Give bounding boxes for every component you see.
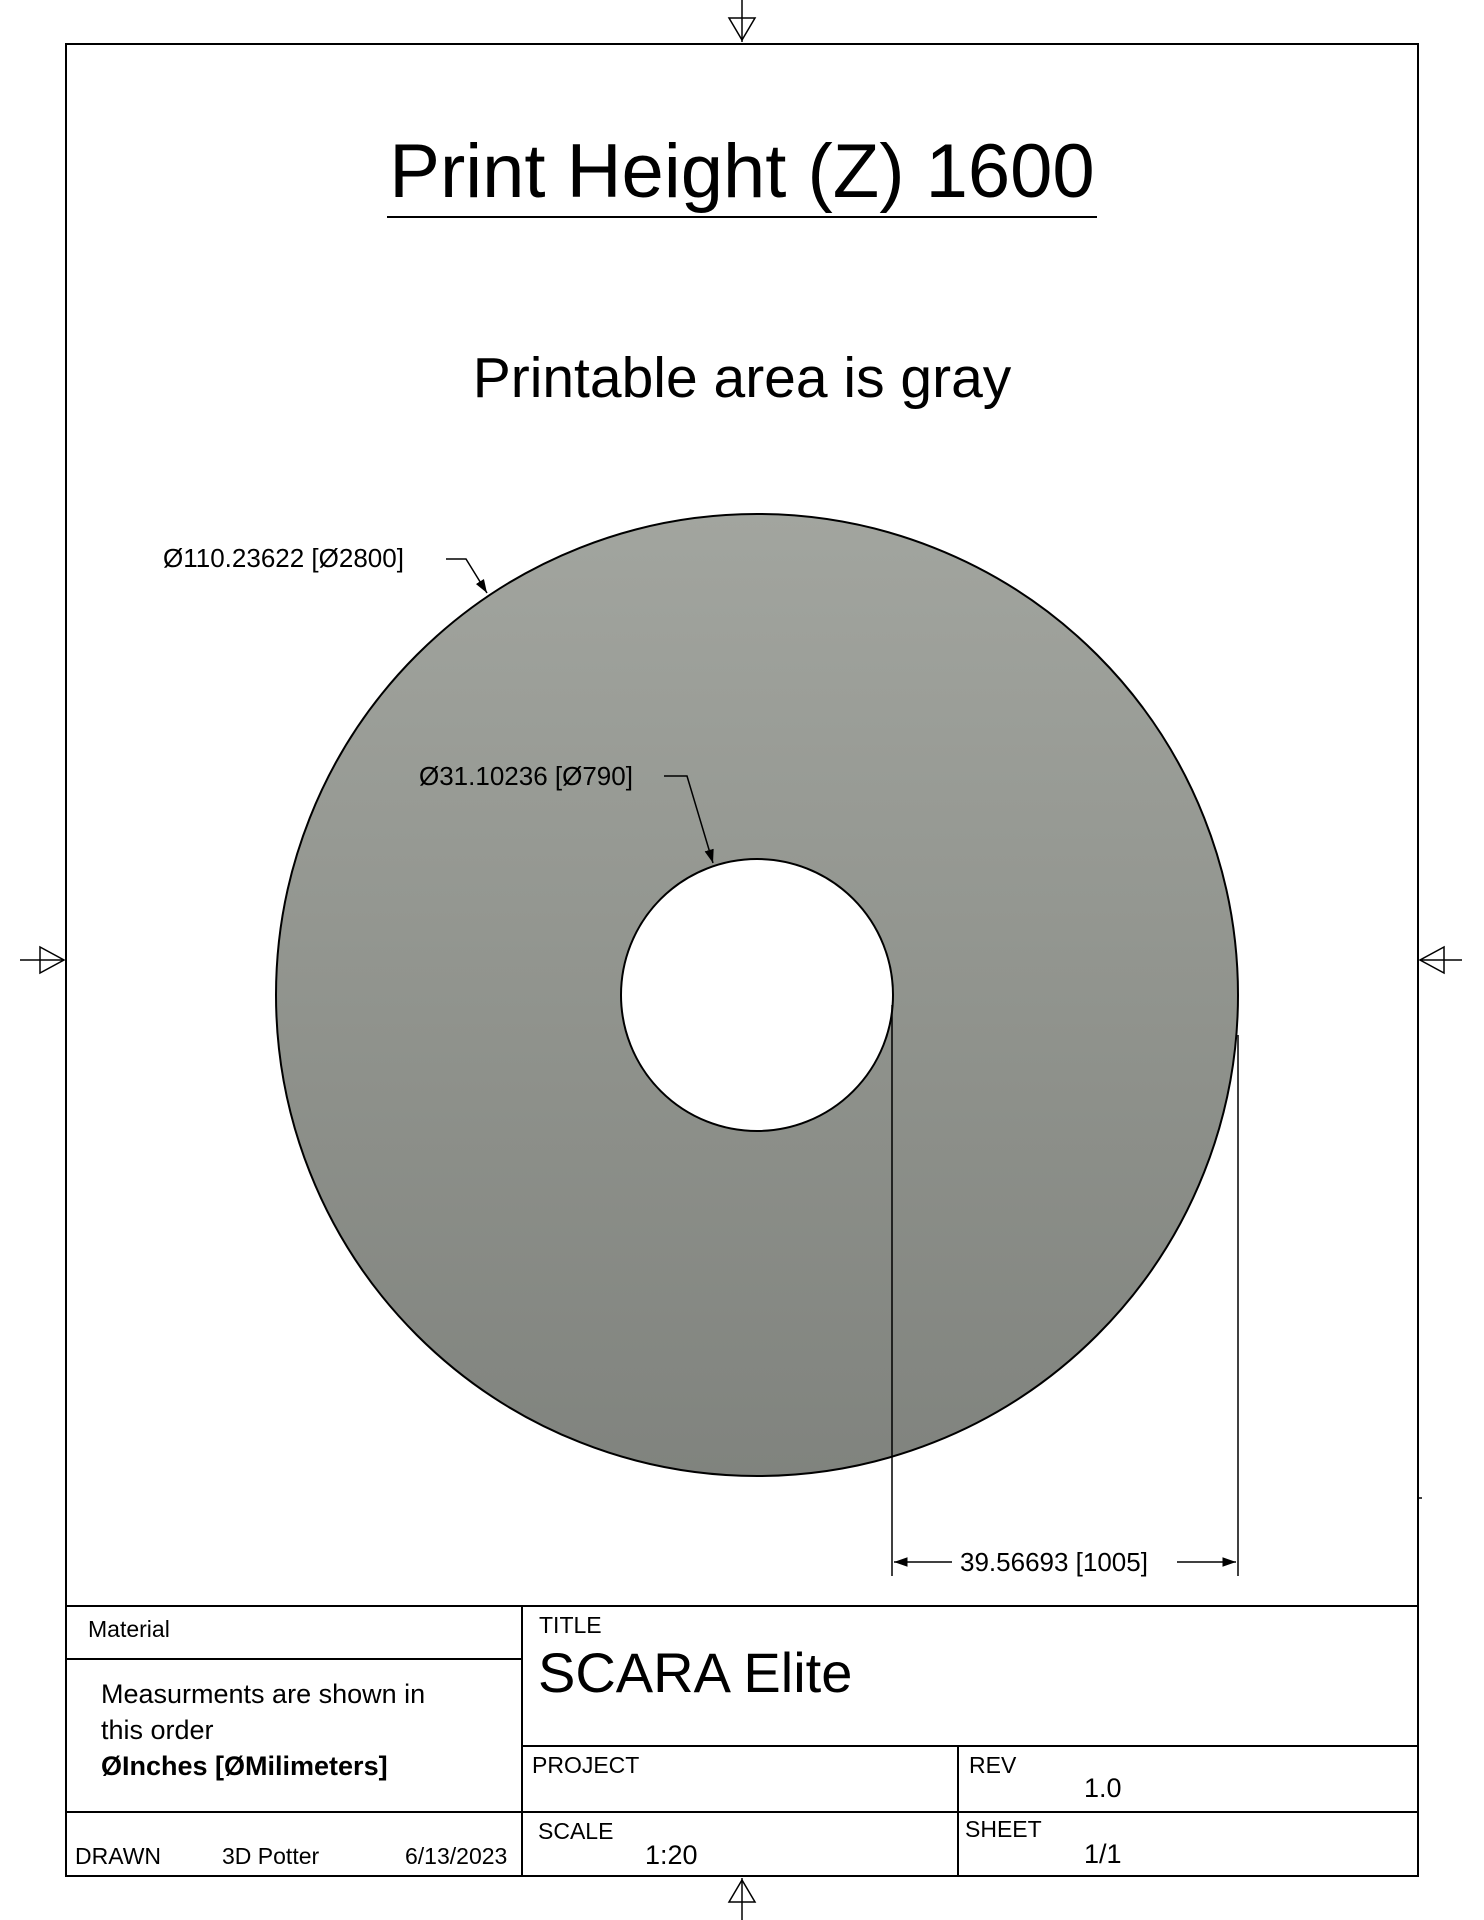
material-label: Material — [88, 1616, 170, 1642]
centering-mark-right — [1420, 947, 1462, 973]
drawn-by: 3D Potter — [222, 1843, 320, 1869]
outer-diameter-leader — [446, 559, 487, 593]
centering-mark-bottom — [729, 1878, 755, 1920]
centering-mark-top — [729, 0, 755, 42]
sheet-label: SHEET — [965, 1816, 1042, 1842]
notes-line-3 — [101, 1748, 501, 1784]
rev-label: REV — [969, 1752, 1017, 1778]
rev-value: 1.0 — [1084, 1773, 1122, 1803]
measurement-notes — [101, 1676, 501, 1784]
page-subtitle: Printable area is gray — [472, 346, 1012, 410]
radius-dimension-label: 39.56693 [1005] — [960, 1547, 1148, 1577]
drawn-label: DRAWN — [75, 1843, 162, 1869]
notes-line-2: this order — [101, 1715, 214, 1745]
title-value: SCARA Elite — [538, 1641, 853, 1704]
page-title-text: Print Height (Z) 1600 — [387, 129, 1096, 218]
project-label: PROJECT — [532, 1752, 640, 1778]
centering-mark-left — [20, 947, 64, 973]
page-title — [0, 128, 1484, 215]
inner-diameter-circle — [621, 859, 893, 1131]
notes-units-order: ØInches [ØMilimeters] — [101, 1751, 388, 1781]
scale-label: SCALE — [538, 1818, 614, 1844]
notes-line-1: Measurments are shown in — [101, 1679, 426, 1709]
inner-diameter-label: Ø31.10236 [Ø790] — [419, 761, 633, 791]
title-label: TITLE — [539, 1612, 602, 1638]
scale-value: 1:20 — [645, 1840, 698, 1870]
drawn-date: 6/13/2023 — [405, 1843, 508, 1869]
sheet-value: 1/1 — [1084, 1839, 1122, 1869]
outer-diameter-label: Ø110.23622 [Ø2800] — [163, 543, 404, 573]
